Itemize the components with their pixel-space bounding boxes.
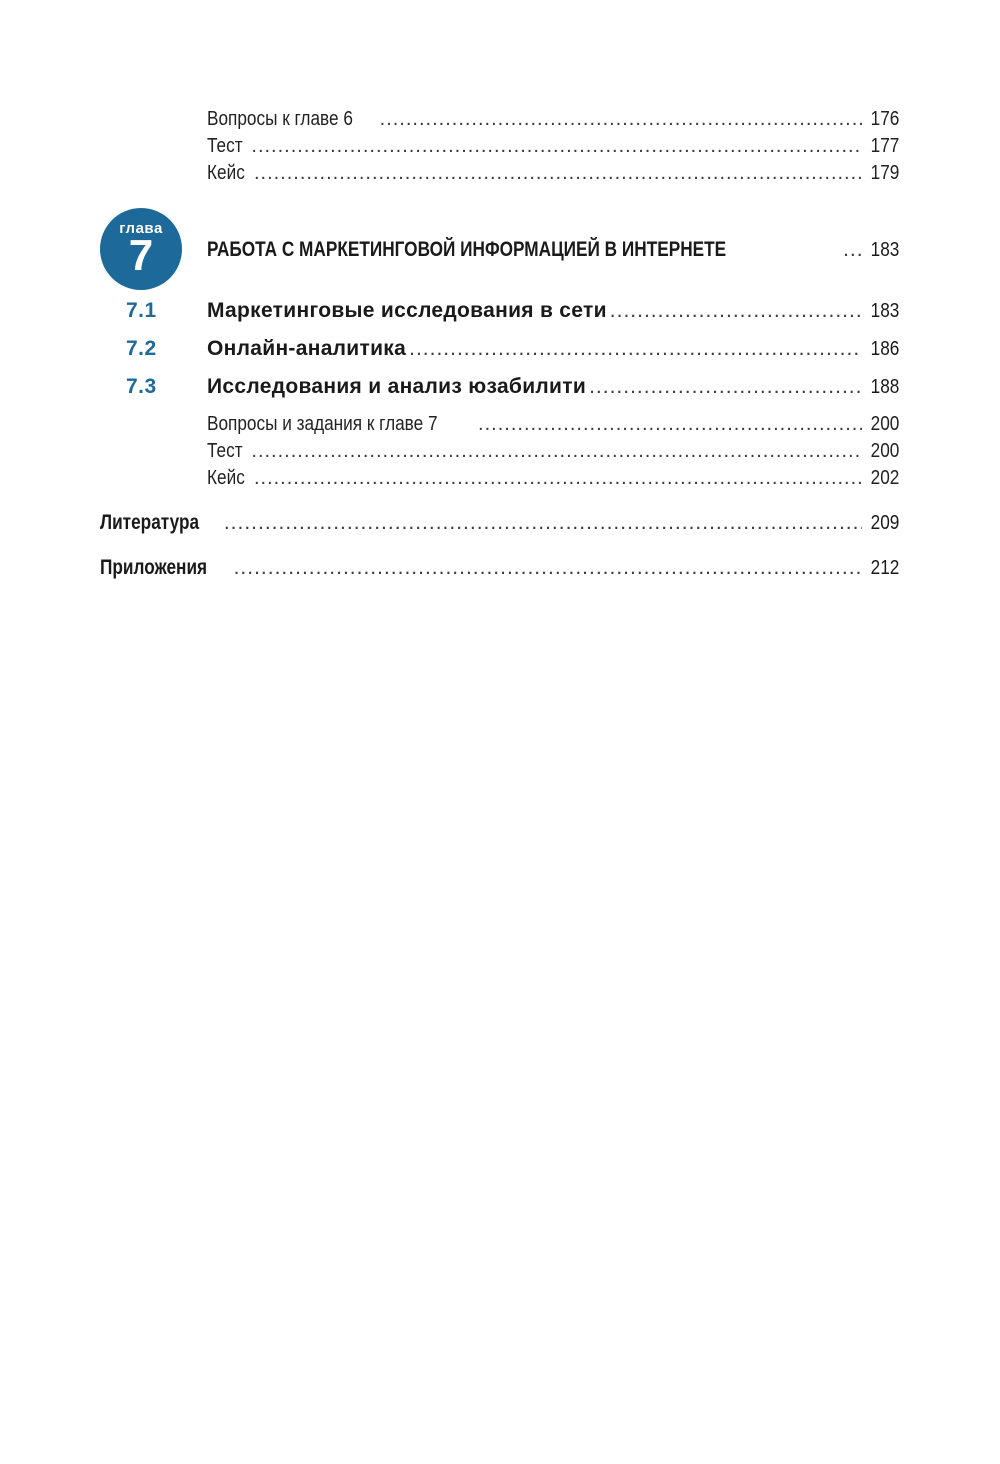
back-matter-page: 209 [870, 512, 899, 534]
section-number: 7.3 [126, 375, 157, 398]
dot-leader [589, 375, 862, 399]
toc-entry[interactable] [207, 162, 899, 185]
toc-entry-page: 200 [870, 413, 899, 435]
back-matter-page: 212 [870, 557, 899, 579]
dot-leader [478, 413, 862, 436]
toc-entry[interactable] [207, 467, 899, 490]
toc-entry[interactable] [207, 135, 899, 158]
toc-entry-title: Вопросы к главе 6 [207, 108, 353, 130]
toc-entry-title: Кейс [207, 467, 245, 489]
dot-leader [409, 337, 862, 361]
toc-entry-page: 200 [870, 440, 899, 462]
section-title: Исследования и анализ юзабилити [207, 375, 587, 398]
section-entry[interactable] [207, 375, 899, 399]
section-page: 183 [870, 300, 899, 322]
back-matter-entry[interactable] [100, 556, 899, 580]
dot-leader [610, 299, 862, 323]
chapter-page: 183 [870, 239, 899, 261]
chapter-badge [100, 208, 182, 290]
chapter-badge-number: 7 [128, 231, 154, 280]
toc-entry-page: 179 [870, 162, 899, 184]
toc-entry-title: Вопросы и задания к главе 7 [207, 413, 438, 435]
back-matter-entry[interactable] [100, 511, 899, 535]
dot-leader [224, 511, 862, 535]
dot-leader [254, 162, 862, 185]
toc-entry-title: Тест [207, 135, 243, 157]
dot-leader [251, 135, 861, 158]
back-matter-title: Литература [100, 511, 200, 534]
section-number: 7.1 [126, 299, 157, 322]
chapter-heading[interactable] [207, 238, 899, 262]
chapter-title: РАБОТА С МАРКЕТИНГОВОЙ ИНФОРМАЦИЕЙ В ИНТЕРНЕТЕ [207, 238, 727, 261]
chapter-badge-label: глава [119, 220, 163, 237]
section-number: 7.2 [126, 337, 157, 360]
toc-entry-title: Тест [207, 440, 243, 462]
toc-entry-title: Кейс [207, 162, 245, 184]
back-matter-title: Приложения [100, 556, 208, 579]
dot-leader [254, 467, 862, 490]
section-title: Маркетинговые исследования в сети [207, 299, 607, 322]
dot-leader [380, 108, 862, 131]
section-page: 188 [870, 376, 899, 398]
toc-entry[interactable] [207, 413, 899, 436]
section-page: 186 [870, 338, 899, 360]
toc-entry-page: 202 [870, 467, 899, 489]
dot-leader [234, 556, 862, 580]
toc-entry-page: 177 [870, 135, 899, 157]
toc-entry[interactable] [207, 108, 899, 131]
dot-leader [251, 440, 861, 463]
section-entry[interactable] [207, 337, 899, 361]
toc-entry-page: 176 [870, 108, 899, 130]
section-entry[interactable] [207, 299, 899, 323]
dot-leader [843, 238, 862, 262]
section-title: Онлайн-аналитика [207, 337, 407, 360]
toc-entry[interactable] [207, 440, 899, 463]
